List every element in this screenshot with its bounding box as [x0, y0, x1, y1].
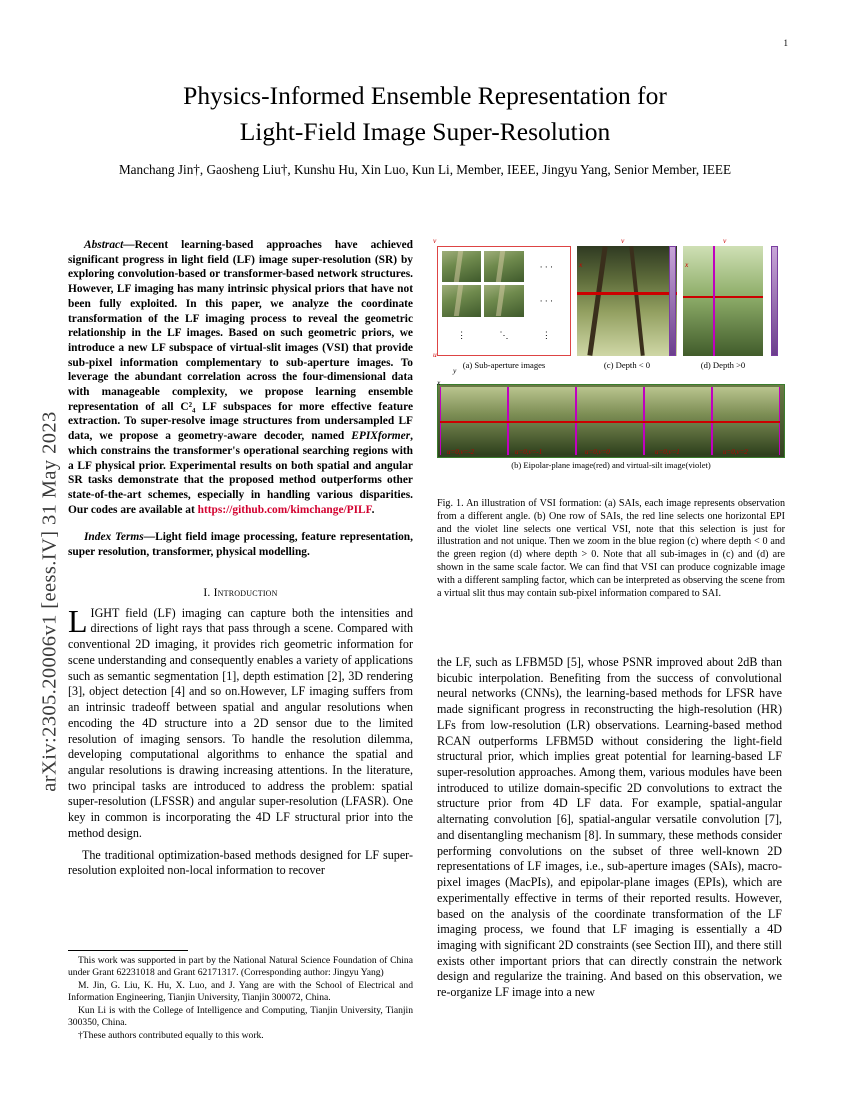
sai-ellipsis: ⋮ — [442, 320, 481, 351]
axis-label-x-right: x — [685, 260, 689, 269]
sai-cell — [442, 251, 481, 282]
drop-cap: L — [68, 602, 88, 639]
index-terms-text: Light field image processing, feature representation, super resolution, transformer, physical modelling. — [68, 531, 413, 559]
arxiv-stamp: arXiv:2305.20006v1 [eess.IV] 31 May 2023 — [38, 411, 61, 792]
epi-red-line — [577, 292, 677, 295]
abstract-text-2: , which constrains the transformer's operational searching regions with a LF physical prior. Experimental results on both spatial and angular SR tasks demonstrate that the proposed method outperforms other state-of-the-art schemes, especially in handling various disparities. Our codes are available at — [68, 430, 413, 516]
panel-label-d: (d) Depth >0 — [700, 360, 746, 370]
intro-paragraph-1-text: IGHT field (LF) imaging can capture both the intensities and directions of light rays that pass through a scene. Compared with conventional 2D imaging, it provides rich geometric information for scene understanding and consequently enables a variety of applications such as semantic segmentation [1], depth estimation [2], 3D rendering [3], object detection [4] and so on.However, LF imaging suffers from an intrinsic tradeoff between spatial and angular resolutions when encoding the 4D structure into a 2D sensor due to the limited resolution of imaging sensors. To handle the resolution dilemma, developing computational algorithms to enhance the spatial and angular resolutions is drawing increasing attentions. In the literature, two principal tasks are introduced to address the problem: spatial super-resolution (LFSSR) and angular super-resolution (LFASR). One key in common is incorporating the 4D LF structural prior into the method design. — [68, 605, 413, 840]
axis-label-x-b: x — [437, 378, 441, 387]
axis-label-v-right: v — [723, 236, 727, 245]
panel-label-c: (c) Depth < 0 — [603, 360, 651, 370]
figure-1-caption-lead: Fig. 1. — [437, 498, 464, 509]
index-terms-lead: Index Terms— — [84, 531, 156, 544]
abstract-lead: Abstract— — [84, 239, 135, 251]
axis-label-u: u — [433, 350, 437, 359]
axis-label-x-mid: x — [579, 260, 583, 269]
branch-shape — [629, 246, 644, 356]
epi-red-line — [440, 421, 780, 423]
epi-red-line — [683, 296, 763, 298]
section-heading-introduction: I. Introduction — [203, 585, 278, 599]
title-line-2: Light-Field Image Super-Resolution — [239, 117, 611, 147]
right-column — [437, 655, 782, 1001]
uv-label: u=0,v=-1 — [515, 448, 543, 456]
abstract-text: Recent learning-based approaches have achieved significant progress in light field (LF) image super-resolution (SR) by exploring convolution-based or transformer-based network structures. However, LF imaging has many intrinsic physical priors that have not been fully exploited. In this paper, we analyze the coordinate transformation of the LF imaging process to reveal the geometric relationship in the LF images. Based on such geometric priors, we introduce a new LF subspace of virtual-slit images (VSI) that provide sub-pixel information complementary to sub-aperture images. To leverage the abundant correlation across the four-dimensional data with manageable complexity, we propose learning ensemble representation of all C²₄ LF subspaces for more effective feature extraction. To super-resolve image structures from undersampled LF data, we propose a geometry-aware decoder, named — [68, 239, 413, 443]
uv-label: u=0,v=0 — [585, 448, 610, 456]
code-link[interactable]: https://github.com/kimchange/PILF — [197, 503, 372, 516]
uv-label: u=0,v=-2 — [447, 448, 475, 456]
axis-label-v-mid: v — [621, 236, 625, 245]
branch-shape — [587, 246, 607, 356]
figure-1-caption — [437, 498, 785, 601]
footnote-block — [68, 950, 413, 1043]
sai-ellipsis: · · · — [527, 251, 566, 282]
author-list: Manchang Jin†, Gaosheng Liu†, Kunshu Hu, Xin Luo, Kun Li, Member, IEEE, Jingyu Yang, Senior Member, IEEE — [118, 162, 732, 177]
footnote-rule — [68, 950, 188, 951]
sai-cell — [484, 251, 523, 282]
sai-ellipsis: ⋮ — [527, 320, 566, 351]
page-number: 1 — [783, 38, 788, 48]
panel-label-b: (b) Eipolar-plane image(red) and virtual-silt image(violet) — [511, 460, 711, 470]
left-column — [68, 238, 413, 879]
abstract-method-name: EPIXformer — [351, 430, 411, 443]
vsi-violet-strip — [669, 246, 676, 356]
vsi-violet-line — [713, 246, 715, 356]
sub-aperture-images-panel — [437, 246, 571, 356]
page-title — [70, 78, 780, 150]
footnote-item: M. Jin, G. Liu, K. Hu, X. Luo, and J. Yang are with the School of Electrical and Information Engineering, Tianjin University, Tianjin 300072, China. — [68, 979, 413, 1003]
sai-cell — [442, 285, 481, 316]
vsi-violet-strip — [771, 246, 778, 356]
footnote-item: Kun Li is with the College of Intelligence and Computing, Tianjin University, Tianjin 300350, China. — [68, 1004, 413, 1028]
figure-1-caption-text: An illustration of VSI formation: (a) SAIs, each image represents observation from a different angle. (b) One row of SAIs, the red line selects one horizontal EPI and the violet line selects one vertical VSI, note that this selection is just for illustration and not unique. Then we zoom in the blue region (c) where depth < 0 and the green region (d) where depth > 0. Note that all sub-images in (c) and (d) are shown in the same scale factor. We can find that VSI can produce cognizable image with a different sampling factor, which can be interpreted as observing the scene from a virtual slit thus may contain sub-pixel information compared to SAI. — [437, 498, 786, 599]
uv-label: u=0,v=2 — [723, 448, 748, 456]
sai-cell — [484, 285, 523, 316]
axis-label-v: v — [433, 236, 437, 245]
depth-positive-panel — [683, 246, 763, 356]
right-paragraph-1: the LF, such as LFBM5D [5], whose PSNR improved about 2dB than bicubic interpolation. Benefiting from the success of convolutional neural networks (CNNs), the learning-based methods for LFSR have made significant progress in reconstructing the high-resolution (HR) LFs from low-resolution (LR) observations. Learning-based method RCAN outperforms LFBM5D without considering the light-field structural prior, which implies great potential for learning-based LF super-resolution approaches. Among them, various modules have been introduced to utilize domain-specific 2D convolutions to extract the structure prior from 4D LF data. For example, spatial-angular alternating convolution [6], spatial-angular versatile convolution [7], and disentangling mechanism [8]. In summary, these methods consider performing convolutions on the subset of three well-known 2D representations of LF images, i.e., sub-aperture images (SAIs), macro-pixel images (MacPIs), and epipolar-plane images (EPIs), which are experimentally effective in terms of their reported results. However, based on the analysis of the coordinate transformation of the LF imaging process, we found that LF imaging is essentially a 4D imaging with significant 2D constraints (see Section III), and there still exists other important priors that can directly constrain the network design and regularize the training. And based on this observation, we re-organize LF image into a new — [437, 655, 782, 1000]
index-terms — [68, 530, 413, 559]
footnote-item: This work was supported in part by the National Natural Science Foundation of China under Grant 62231018 and Grant 62171317. (Corresponding author: Jingyu Yang) — [68, 955, 413, 978]
uv-label: u=0,v=1 — [655, 448, 680, 456]
abstract: Abstract—Recent learning-based approaches have achieved significant progress in light field (LF) image super-resolution (SR) by exploring convolution-based or transformer-based network structures. However, LF imaging has many intrinsic physical priors that have not been fully exploited. In this paper, we analyze the coordinate transformation of the LF imaging process to reveal the geometric relationship in the LF images. Based on such geometric priors, we introduce a new LF subspace of virtual-slit images (VSI) that provide sub-pixel information complementary to sub-aperture images. To leverage the abundant correlation across the four-dimensional data with manageable complexity, we propose learning ensemble representation of all C²₄ LF subspaces for more effective feature extraction. To super-resolve image structures from undersampled LF data, we propose a geometry-aware decoder, named EPIXformer, which constrains the transformer's operational searching regions with a LF physical prior. Experimental results on both spatial and angular SR tasks demonstrate that the proposed method outperforms other state-of-the-art schemes, especially in handling various disparities. Our codes are available at https://github.com/kimchange/PILF. — [68, 239, 413, 516]
epi-vsi-panel — [437, 384, 785, 458]
intro-paragraph-2: The traditional optimization-based methods designed for LF super-resolution exploited non-local information to recover — [68, 847, 413, 878]
axis-label-y-b: y — [453, 366, 457, 375]
footnote-item: †These authors contributed equally to this work. — [78, 1029, 264, 1041]
depth-negative-panel — [577, 246, 677, 356]
title-line-1: Physics-Informed Ensemble Representation for — [183, 81, 667, 110]
figure-1-image — [433, 236, 785, 490]
sai-ellipsis: ⋱ — [484, 320, 523, 351]
sai-ellipsis: · · · — [527, 285, 566, 316]
intro-paragraph-1 — [68, 602, 413, 842]
panel-label-a: (a) Sub-aperture images — [462, 360, 546, 370]
sai-grid — [442, 251, 566, 351]
figure-1 — [433, 236, 786, 601]
